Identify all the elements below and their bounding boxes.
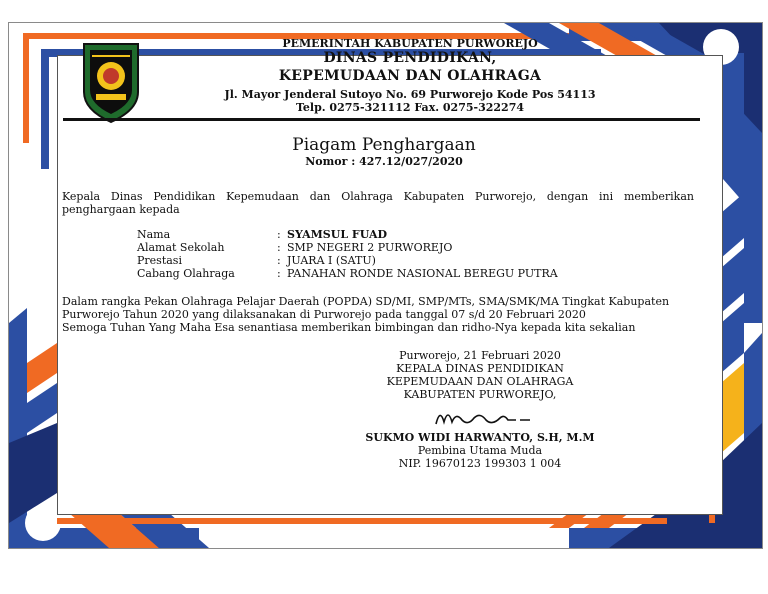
field-separator: : (277, 228, 281, 241)
field-label: Prestasi (137, 254, 182, 267)
signatory-block (360, 431, 600, 470)
signature-block (360, 349, 600, 401)
field-separator: : (277, 254, 281, 267)
letterhead-government: PEMERINTAH KABUPATEN PURWOREJO (282, 37, 538, 50)
field-label: Alamat Sekolah (137, 241, 225, 254)
signature-role: KEPEMUDAAN DAN OLAHRAGA (386, 375, 574, 388)
field-row (137, 228, 558, 241)
field-separator: : (277, 267, 281, 280)
signature-place-date: Purworejo, 21 Februari 2020 (399, 349, 561, 362)
certificate-title: Piagam Penghargaan (292, 135, 476, 155)
signatory-rank: Pembina Utama Muda (417, 444, 543, 457)
purworejo-emblem-icon (78, 38, 144, 124)
field-separator: : (277, 241, 281, 254)
letterhead-divider (63, 118, 700, 121)
recipient-name: SYAMSUL FUAD (287, 228, 388, 241)
achievement-value: JUARA I (SATU) (287, 254, 376, 267)
signature-role: KEPALA DINAS PENDIDIKAN (396, 362, 564, 375)
certificate-intro: Kepala Dinas Pendidikan Kepemudaan dan Olahraga Kabupaten Purworejo, dengan ini memberikan penghargaan kepada (62, 190, 694, 216)
letterhead-agency-2: KEPEMUDAAN DAN OLAHRAGA (278, 68, 542, 84)
certificate-number: Nomor : 427.12/027/2020 (305, 155, 463, 168)
signatory-nip: NIP. 19670123 199303 1 004 (398, 457, 562, 470)
certificate-body (62, 295, 702, 334)
school-value: SMP NEGERI 2 PURWOREJO (287, 241, 453, 254)
field-row (137, 241, 558, 254)
field-row (137, 267, 558, 280)
field-label: Nama (137, 228, 171, 241)
field-label: Cabang Olahraga (137, 267, 235, 280)
sport-value: PANAHAN RONDE NASIONAL BEREGU PUTRA (287, 267, 558, 280)
signatory-name: SUKMO WIDI HARWANTO, S.H, M.M (365, 431, 595, 444)
letterhead-address: Jl. Mayor Jenderal Sutoyo No. 69 Purworejo Kode Pos 54113 (224, 88, 596, 101)
body-line: Semoga Tuhan Yang Maha Esa senantiasa memberikan bimbingan dan ridho-Nya kepada kita sekalian (62, 321, 636, 334)
letterhead-agency: DINAS PENDIDIKAN, (323, 50, 497, 66)
body-line: Dalam rangka Pekan Olahraga Pelajar Daerah (POPDA) SD/MI, SMP/MTs, SMA/SMK/MA Tingkat Kabupaten (62, 295, 670, 308)
letterhead-phone: Telp. 0275-321112 Fax. 0275-322274 (295, 101, 525, 114)
handwritten-signature-icon (430, 404, 540, 430)
field-row (137, 254, 558, 267)
recipient-details (137, 228, 558, 280)
signature-role: KABUPATEN PURWOREJO, (403, 388, 557, 401)
body-line: Purworejo Tahun 2020 yang dilaksanakan di Purworejo pada tanggal 07 s/d 20 Februari 2020 (62, 308, 586, 321)
